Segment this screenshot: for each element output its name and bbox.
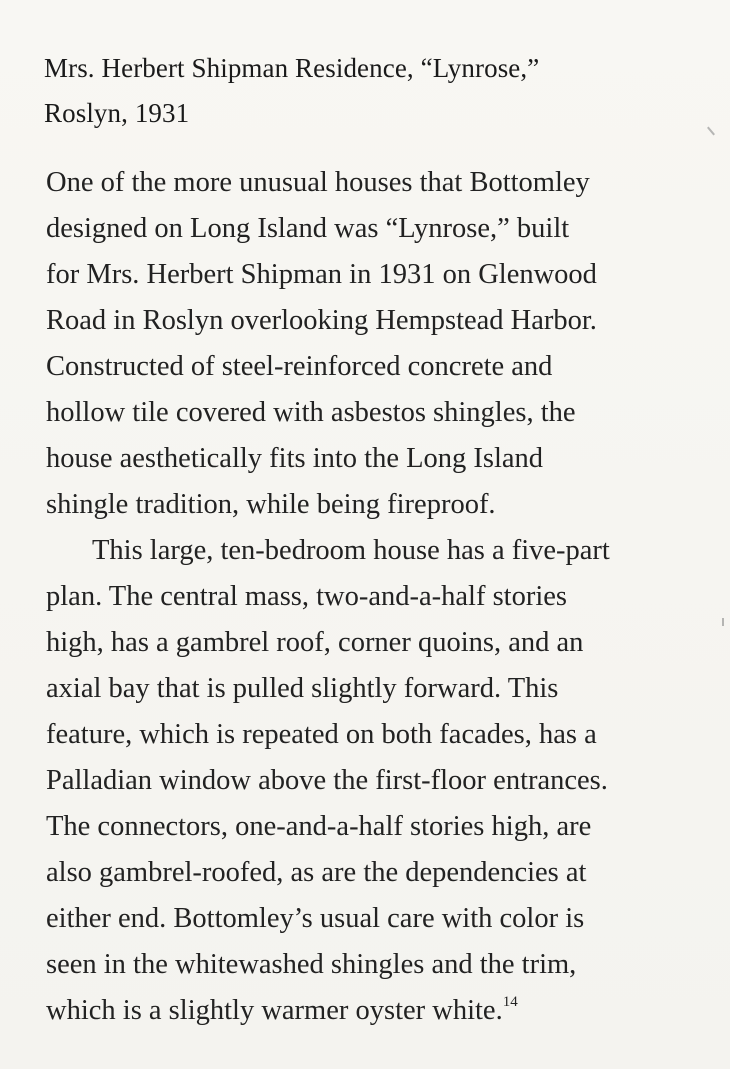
text-line: high, has a gambrel roof, corner quoins, and an: [46, 627, 584, 658]
text-line: which is a slightly warmer oyster white.: [46, 995, 503, 1026]
text-line: Road in Roslyn overlooking Hempstead Harbor.: [46, 305, 597, 336]
text-line: This large, ten-bedroom house has a five-part: [92, 535, 610, 566]
last-text-line: [46, 988, 730, 1034]
text-line: One of the more unusual houses that Bottomley: [46, 167, 590, 198]
heading-line: Mrs. Herbert Shipman Residence, “Lynrose,”: [44, 53, 540, 83]
text-line: plan. The central mass, two-and-a-half stories: [46, 581, 568, 612]
footnote-marker[interactable]: 14: [502, 994, 518, 1010]
text-line: feature, which is repeated on both facades, has a: [46, 719, 597, 750]
text-line: axial bay that is pulled slightly forward. This: [46, 673, 559, 704]
scan-speck: [722, 618, 724, 626]
body-text: [46, 160, 730, 1034]
text-line: shingle tradition, while being fireproof.: [46, 489, 496, 520]
paragraph-2: [46, 528, 730, 1034]
text-line: seen in the whitewashed shingles and the trim,: [46, 949, 577, 980]
text-line: designed on Long Island was “Lynrose,” built: [46, 213, 570, 244]
text-line: either end. Bottomley’s usual care with color is: [46, 903, 585, 934]
section-heading: [44, 46, 724, 136]
heading-line: Roslyn, 1931: [44, 98, 190, 128]
text-line: Palladian window above the first-floor entrances.: [46, 765, 608, 796]
text-line: The connectors, one-and-a-half stories high, are: [46, 811, 592, 842]
text-line: for Mrs. Herbert Shipman in 1931 on Glenwood: [46, 259, 597, 290]
paragraph-1: [46, 160, 730, 528]
text-line: Constructed of steel-reinforced concrete and: [46, 351, 553, 382]
text-line: also gambrel-roofed, as are the dependencies at: [46, 857, 587, 888]
text-line: hollow tile covered with asbestos shingles, the: [46, 397, 576, 428]
text-line: house aesthetically fits into the Long Island: [46, 443, 544, 474]
